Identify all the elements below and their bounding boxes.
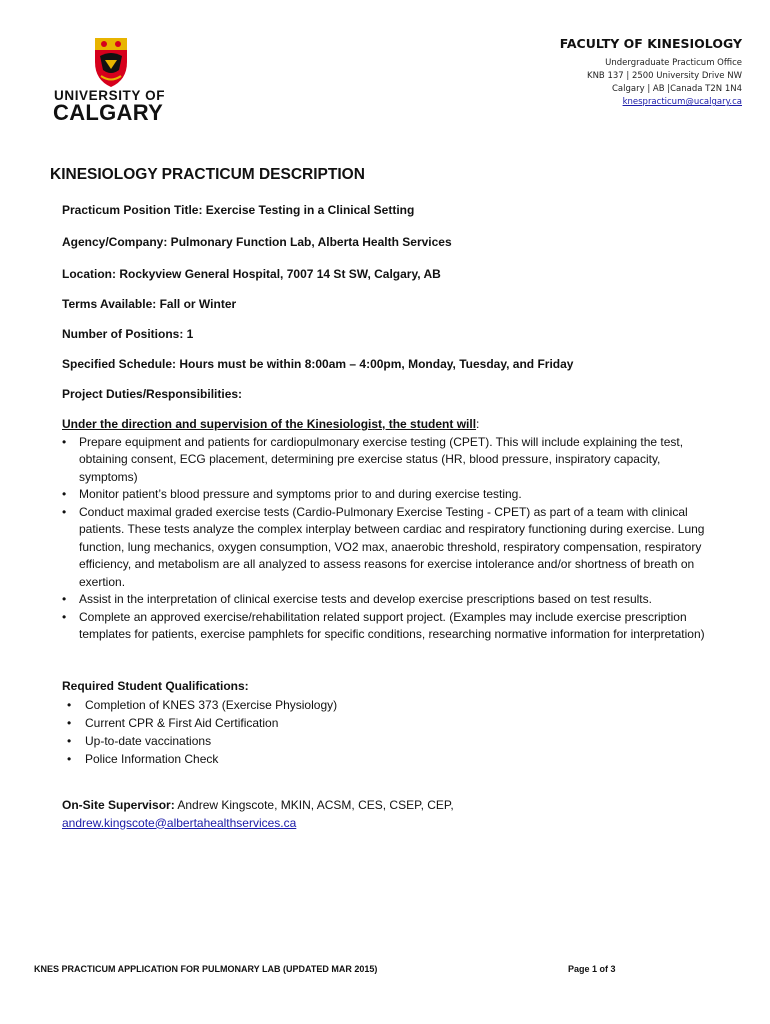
qualifications-heading: Required Student Qualifications: <box>62 679 249 693</box>
qualifications-list <box>62 696 722 768</box>
office-email-link[interactable]: knespracticum@ucalgary.ca <box>622 97 742 107</box>
qualification-text: Police Information Check <box>85 751 219 766</box>
qualification-text: Completion of KNES 373 (Exercise Physiology) <box>85 697 338 712</box>
specified-schedule: Specified Schedule: Hours must be within 8:00am – 4:00pm, Monday, Tuesday, and Friday <box>62 357 574 371</box>
qualification-text: Up-to-date vaccinations <box>85 733 212 748</box>
university-name-line1: UNIVERSITY OF <box>54 88 166 103</box>
number-of-positions: Number of Positions: 1 <box>62 327 194 341</box>
office-info <box>560 36 742 109</box>
list-item <box>62 434 722 487</box>
duty-text: Assist in the interpretation of clinical exercise tests and develop exercise prescriptions based on test results. <box>79 592 652 606</box>
location: Location: Rockyview General Hospital, 7007 14 St SW, Calgary, AB <box>62 267 441 281</box>
terms-available: Terms Available: Fall or Winter <box>62 297 237 311</box>
supervisor-label: On-Site Supervisor: <box>62 798 175 812</box>
agency-company: Agency/Company: Pulmonary Function Lab, Alberta Health Services <box>62 235 452 249</box>
list-item <box>62 696 722 714</box>
office-city: Calgary | AB |Canada T2N 1N4 <box>612 84 742 94</box>
duty-text: Conduct maximal graded exercise tests (Cardio-Pulmonary Exercise Testing - CPET) as part of a team with clinical patients. These tests analyze the complex interplay between cardiac and respiratory functioning during exercise. Lung function, lung mechanics, oxygen consumption, VO2 max, anaerobic threshold, respiratory compensation, respiratory efficiency, and metabolism are all analyzed to assess reasons for exercise intolerance and/or shortness of breath on exertion. <box>79 504 705 589</box>
list-item <box>62 486 722 504</box>
faculty-name: FACULTY OF KINESIOLOGY <box>559 36 742 51</box>
bullet-icon: • <box>67 697 72 712</box>
duty-text: Complete an approved exercise/rehabilitation related support project. (Examples may include exercise prescription templates for patients, exercise pamphlets for specific conditions, researching normative information for interpretation) <box>79 609 705 641</box>
duty-text: Prepare equipment and patients for cardiopulmonary exercise testing (CPET). This will include explaining the test, obtaining consent, ECG placement, determining pre exercise status (HR, blood pressure, inspiratory capacity, symptoms) <box>79 434 684 484</box>
position-title: Practicum Position Title: Exercise Testing in a Clinical Setting <box>62 203 415 217</box>
university-crest-icon <box>92 36 130 88</box>
footer-document-title: KNES PRACTICUM APPLICATION FOR PULMONARY LAB (UPDATED MAR 2015) <box>34 964 378 974</box>
bullet-icon: • <box>62 504 67 519</box>
bullet-icon: • <box>62 592 67 606</box>
supervisor-name: Andrew Kingscote, MKIN, ACSM, CES, CSEP, CEP, <box>174 798 454 812</box>
bullet-icon: • <box>62 487 67 501</box>
duties-intro-colon: : <box>476 417 480 431</box>
list-item <box>62 609 722 644</box>
bullet-icon: • <box>67 751 72 766</box>
bullet-icon: • <box>62 609 67 624</box>
qualifications-section <box>62 678 722 768</box>
list-item <box>62 732 722 750</box>
list-item <box>62 591 722 609</box>
duties-list <box>62 434 722 644</box>
duty-text: Monitor patient’s blood pressure and symptoms prior to and during exercise testing. <box>79 487 522 501</box>
bullet-icon: • <box>62 434 67 449</box>
university-name-line2: CALGARY <box>53 100 164 125</box>
list-item <box>62 714 722 732</box>
bullet-icon: • <box>67 715 72 730</box>
bullet-icon: • <box>67 733 72 748</box>
qualification-text: Current CPR & First Aid Certification <box>85 715 279 730</box>
supervisor-email-link[interactable]: andrew.kingscote@albertahealthservices.ca <box>62 815 297 830</box>
page-number: Page 1 of 3 <box>568 964 616 974</box>
office-address: KNB 137 | 2500 University Drive NW <box>587 71 742 81</box>
duties-intro <box>62 416 722 434</box>
page-title: KINESIOLOGY PRACTICUM DESCRIPTION <box>50 166 365 183</box>
list-item <box>62 504 722 592</box>
duties-heading: Project Duties/Responsibilities: <box>62 387 243 401</box>
list-item <box>62 750 722 768</box>
duties-section <box>62 416 722 644</box>
duties-intro-text: Under the direction and supervision of the Kinesiologist, the student will <box>62 417 477 431</box>
supervisor-block <box>62 797 454 832</box>
office-name: Undergraduate Practicum Office <box>605 58 742 68</box>
